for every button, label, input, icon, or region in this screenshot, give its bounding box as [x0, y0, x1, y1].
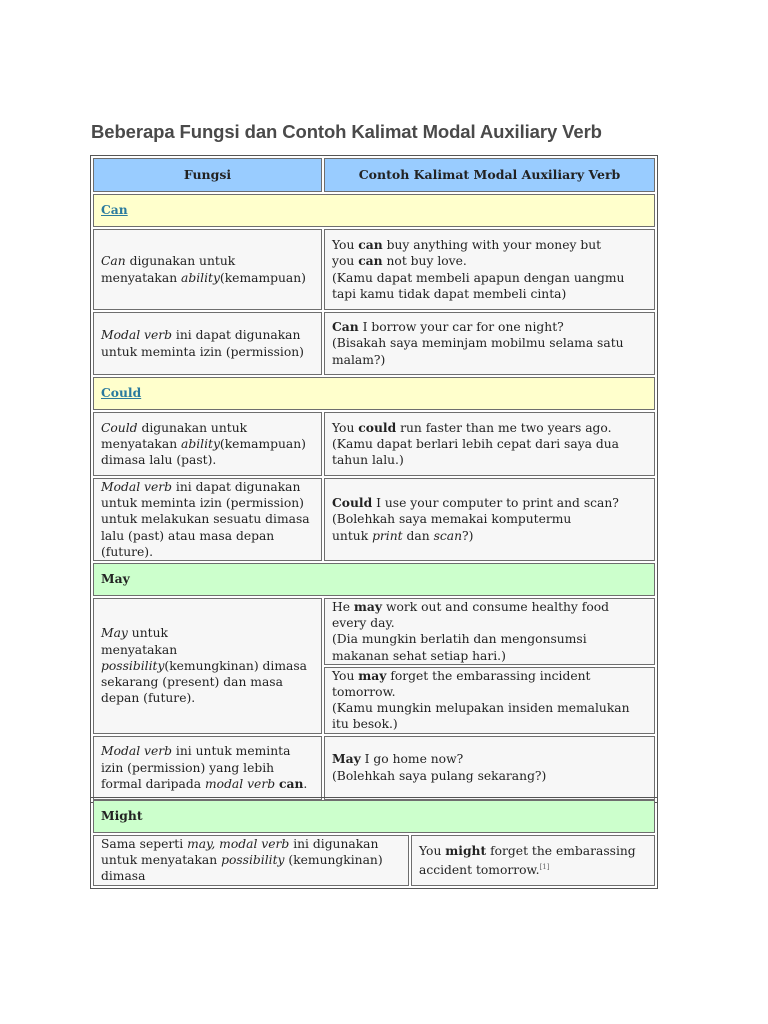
function-cell: Sama seperti may, modal verb ini digunakan untuk menyatakan possibility (kemungkinan) dimasa	[93, 835, 409, 886]
function-cell: Modal verb ini untuk meminta izin (permission) yang lebih formal daripada modal verb can.	[93, 736, 322, 800]
example-cell: May I go home now? (Bolehkah saya pulang sekarang?)	[324, 736, 655, 800]
may-label: May	[93, 563, 655, 596]
example-cell: He may work out and consume healthy food every day. (Dia mungkin berlatih dan mengonsumsi makanan sehat setiap hari.)	[324, 598, 655, 665]
example-cell: Could I use your computer to print and scan? (Bolehkah saya memakai komputermu untuk print dan scan?)	[324, 478, 655, 561]
table-row	[93, 736, 655, 800]
page-title: Beberapa Fungsi dan Contoh Kalimat Modal Auxiliary Verb	[91, 121, 602, 142]
modal-verb-table	[90, 155, 658, 803]
might-table	[90, 797, 658, 889]
table-row	[93, 412, 655, 476]
example-cell: You might forget the embarassing accident tomorrow.[1]	[411, 835, 655, 886]
function-cell: Modal verb ini dapat digunakan untuk meminta izin (permission) untuk melakukan sesuatu dimasa lalu (past) atau masa depan (future).	[93, 478, 322, 561]
example-cell: You may forget the embarassing incident tomorrow. (Kamu mungkin melupakan insiden memalukan itu besok.)	[324, 667, 655, 734]
example-cell: You could run faster than me two years ago. (Kamu dapat berlari lebih cepat dari saya dua tahun lalu.)	[324, 412, 655, 476]
section-row-may	[93, 563, 655, 596]
section-row-might	[93, 800, 655, 833]
table-row	[93, 835, 655, 886]
might-label: Might	[93, 800, 655, 833]
table-row	[93, 478, 655, 561]
table-header-row	[93, 158, 655, 192]
function-cell: Can digunakan untuk menyatakan ability(kemampuan)	[93, 229, 322, 310]
example-cell: Can I borrow your car for one night? (Bisakah saya meminjam mobilmu selama satu malam?)	[324, 312, 655, 375]
citation-marker: [1]	[539, 862, 550, 871]
could-link[interactable]: Could	[101, 385, 142, 401]
section-row-can	[93, 194, 655, 227]
table-row	[93, 598, 655, 665]
function-cell: May untuk menyatakan possibility(kemungkinan) dimasa sekarang (present) dan masa depan (future).	[93, 598, 322, 734]
header-contoh: Contoh Kalimat Modal Auxiliary Verb	[324, 158, 655, 192]
table-row	[93, 312, 655, 375]
function-cell: Modal verb ini dapat digunakan untuk meminta izin (permission)	[93, 312, 322, 375]
function-cell: Could digunakan untuk menyatakan ability(kemampuan) dimasa lalu (past).	[93, 412, 322, 476]
example-cell: You can buy anything with your money but you can not buy love. (Kamu dapat membeli apapun dengan uangmu tapi kamu tidak dapat membeli cinta)	[324, 229, 655, 310]
section-row-could	[93, 377, 655, 410]
can-link[interactable]: Can	[101, 202, 128, 218]
table-row	[93, 229, 655, 310]
header-fungsi: Fungsi	[93, 158, 322, 192]
